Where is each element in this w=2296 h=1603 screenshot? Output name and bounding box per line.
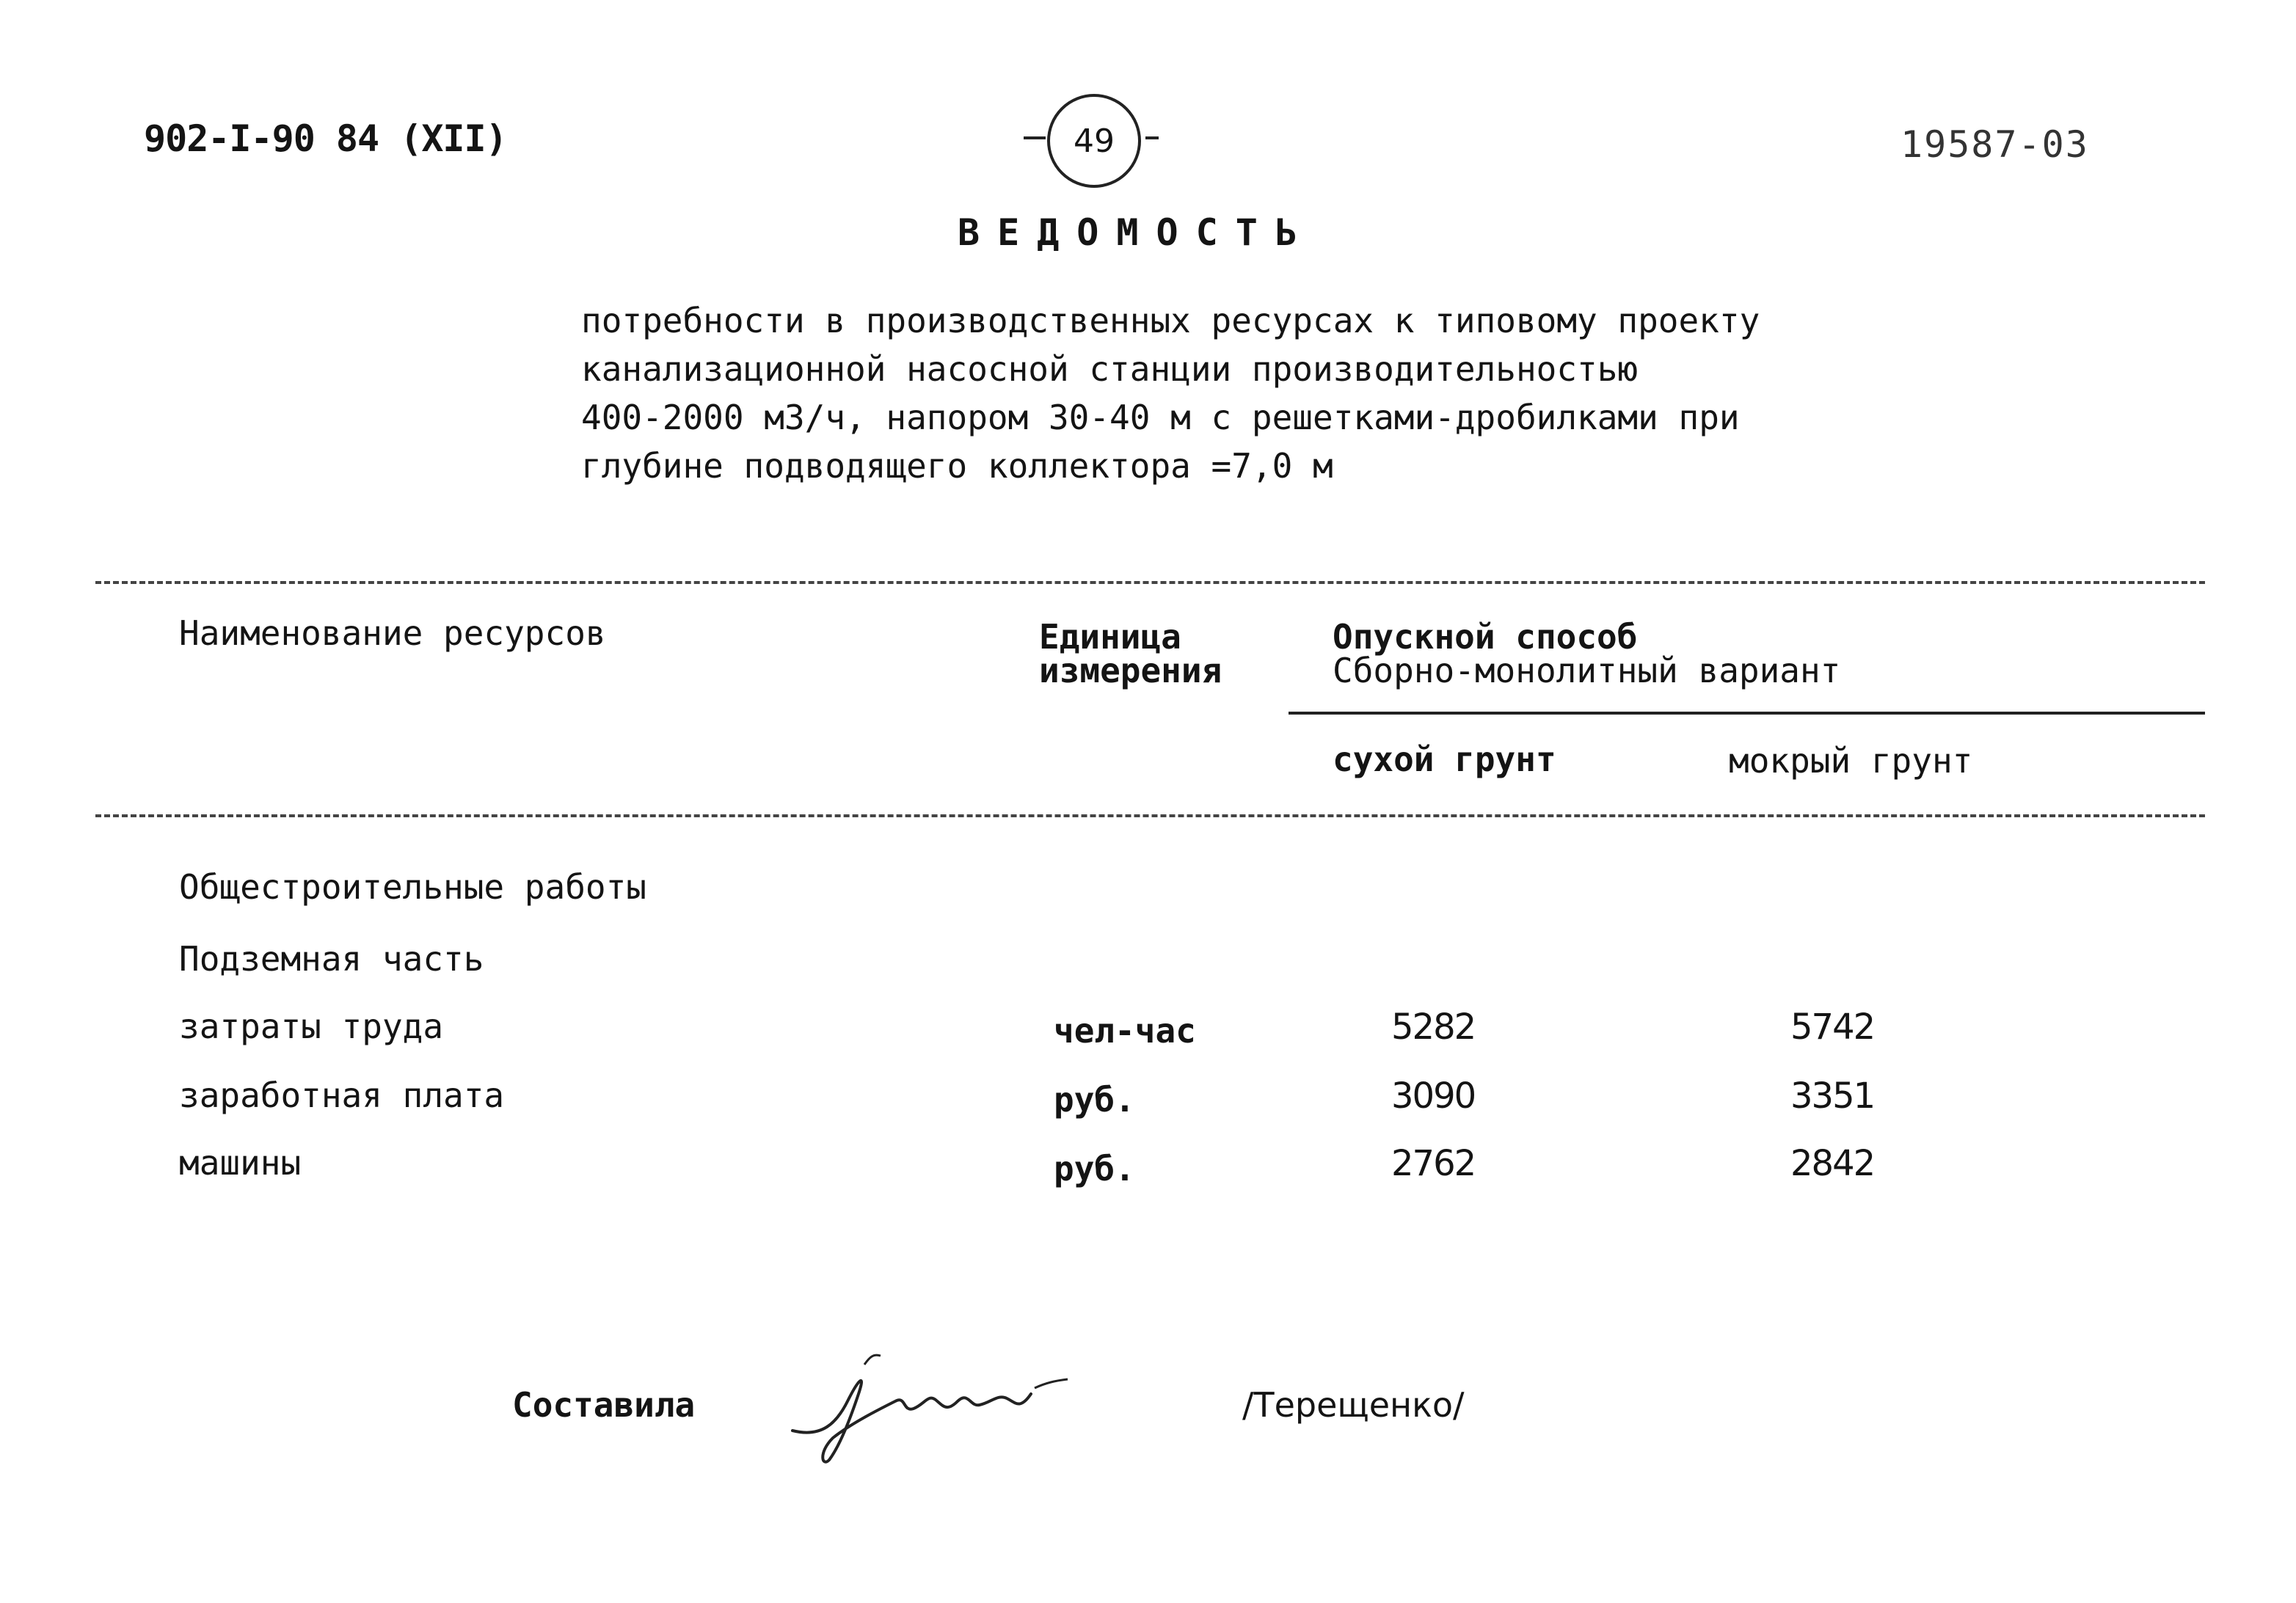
document-code: 902-I-90 84 (XII) xyxy=(144,117,507,160)
table-top-rule xyxy=(95,581,2205,584)
page-number-circle xyxy=(1047,94,1141,188)
subtitle-line: потребности в производственных ресурсах к типовому проекту xyxy=(581,301,1760,340)
row-wet-value: 2842 xyxy=(1790,1143,1875,1184)
method-divider-rule xyxy=(1289,712,2205,715)
row-dry-value: 3090 xyxy=(1391,1076,1476,1117)
subtitle-line: глубине подводящего коллектора =7,0 м xyxy=(581,446,1333,486)
row-name: заработная плата xyxy=(179,1076,505,1115)
row-wet-value: 3351 xyxy=(1790,1076,1875,1117)
row-wet-value: 5742 xyxy=(1790,1007,1875,1048)
document-subtitle xyxy=(581,296,1760,490)
header-bottom-rule xyxy=(95,814,2205,817)
col-header-unit-line: измерения xyxy=(1039,651,1222,690)
row-dry-value: 5282 xyxy=(1391,1007,1476,1048)
col-header-method xyxy=(1333,617,1841,690)
row-unit: руб. xyxy=(1054,1149,1135,1188)
col-header-method-line: Сборно-монолитный вариант xyxy=(1333,651,1841,690)
archive-number: 19587-03 xyxy=(1900,123,2089,166)
subtitle-line: 400-2000 м3/ч, напором 30-40 м с решетками-дробилками при xyxy=(581,398,1740,437)
document-title: ВЕДОМОСТЬ xyxy=(958,211,1315,254)
compiled-by-label: Составила xyxy=(512,1385,696,1425)
handwritten-signature xyxy=(778,1343,1071,1467)
col-header-wet: мокрый грунт xyxy=(1729,741,1973,781)
dash-right xyxy=(1145,136,1159,139)
col-header-method-line: Опускной способ xyxy=(1333,617,1638,657)
row-unit: чел-час xyxy=(1054,1011,1196,1051)
col-header-unit-line: Единица xyxy=(1039,617,1181,657)
row-name: затраты труда xyxy=(179,1007,444,1046)
col-header-dry: сухой грунт xyxy=(1333,740,1556,779)
section-title: Общестроительные работы xyxy=(179,867,646,907)
row-unit: руб. xyxy=(1054,1080,1135,1120)
subtitle-line: канализационной насосной станции производительностью xyxy=(581,349,1639,389)
col-header-resource: Наименование ресурсов xyxy=(179,613,606,653)
section-subtitle: Подземная часть xyxy=(179,939,484,979)
page-number-badge xyxy=(1024,94,1185,189)
page-number: 49 xyxy=(1074,122,1115,160)
col-header-unit xyxy=(1039,617,1222,690)
dash-left xyxy=(1024,136,1046,139)
row-dry-value: 2762 xyxy=(1391,1143,1476,1184)
row-name: машины xyxy=(179,1143,302,1183)
compiler-name: /Терещенко/ xyxy=(1242,1385,1465,1425)
